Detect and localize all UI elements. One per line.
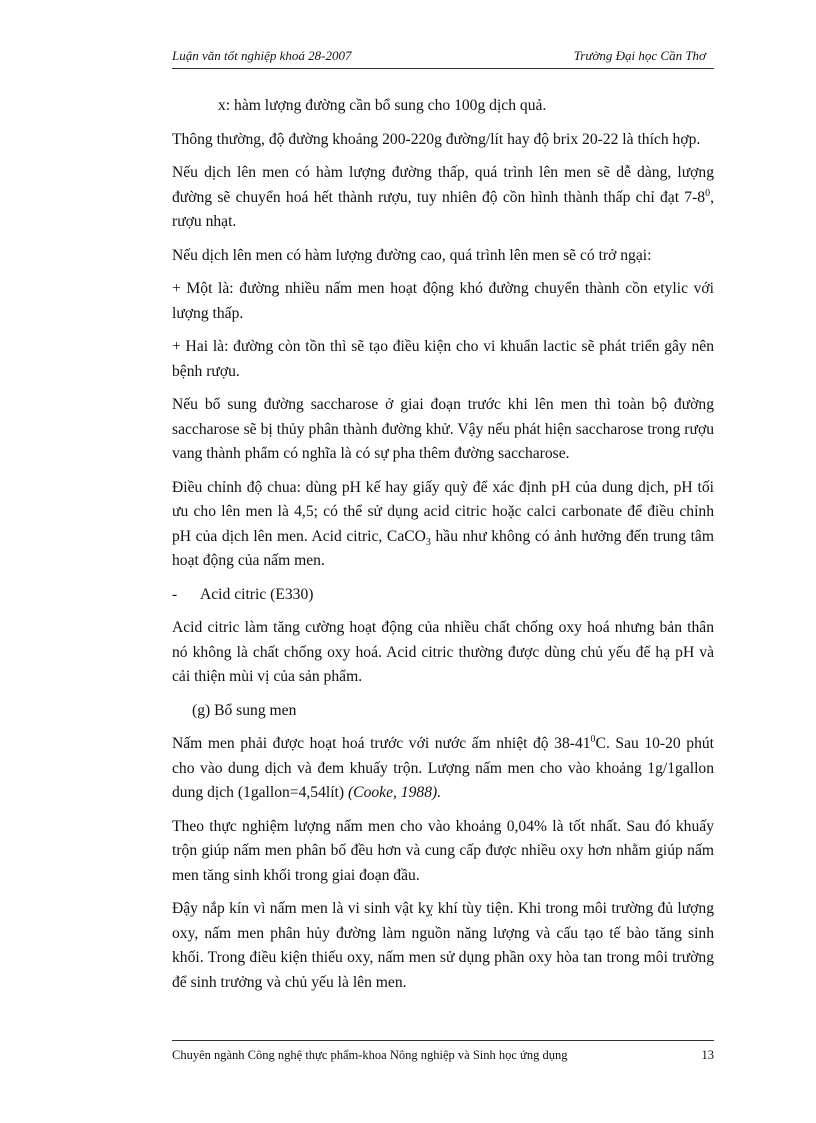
- paragraph-yeast-cont: C. Sau 10-20 phút cho vào dung dịch và đem khuấy trộn. Lượng nấm men cho vào khoảng 1g/1gallon dung dịch (1gallon=4,54lít): [172, 735, 714, 801]
- page-body: [172, 94, 714, 1004]
- degree-superscript: 0: [590, 733, 596, 745]
- paragraph-saccharose: Nếu bổ sung đường saccharose ở giai đoạn trước khi lên men thì toàn bộ đường saccharose sẽ bị thủy phân thành đường khử. Vậy nếu phát hiện saccharose trong rượu vang thành phẩm có nghĩa là có sự pha thêm đường saccharose.: [172, 396, 714, 462]
- paragraph-yeast-activation: [172, 732, 714, 806]
- page-header: [172, 44, 714, 69]
- paragraph-sugar-level: Thông thường, độ đường khoảng 200-220g đường/lít hay độ brix 20-22 là thích hợp.: [172, 130, 701, 148]
- paragraph-yeast-text: Nấm men phải được hoạt hoá trước với nước ấm nhiệt độ 38-41: [172, 735, 591, 752]
- paragraph-acidity-text: Điều chỉnh độ chua: dùng pH kế hay giấy quỳ để xác định pH của dung dịch, pH tối ưu cho lên men là 4,5; có thể sử dụng acid citric hoặc calci carbonate để điều chỉnh pH của dịch lên men. Acid citric, CaCO: [172, 478, 714, 545]
- header-thesis-title: Luận văn tốt nghiệp khoá 28-2007: [172, 48, 352, 63]
- paragraph-acidity-adjust: [172, 476, 714, 574]
- list-item-label: Acid citric (E330): [200, 585, 314, 603]
- page-footer: [172, 1040, 714, 1071]
- paragraph-low-sugar: [172, 161, 714, 235]
- paragraph-sealing: Đậy nắp kín vì nấm men là vi sinh vật kỵ khí tùy tiện. Khi trong môi trường đủ lượng oxy, nấm men phân hủy đường làm nguồn năng lượng và cấu tạo tế bào tăng sinh khối. Trong điều kiện thiếu oxy, nấm men sử dụng phần oxy hòa tan trong môi trường để sinh trưởng và chủ yếu là lên men.: [172, 900, 714, 991]
- paragraph-low-sugar-end: , rượu nhạt.: [172, 188, 714, 230]
- degree-superscript: 0: [705, 187, 711, 199]
- page-number: 13: [701, 1048, 714, 1062]
- paragraph-acid-citric: Acid citric làm tăng cường hoạt động của nhiều chất chống oxy hoá nhưng bản thân nó không là chất chống oxy hoá. Acid citric thường được dùng chủ yếu để hạ pH và cải thiện mùi vị của sản phẩm.: [172, 619, 714, 685]
- list-item-acid-citric: [172, 583, 714, 608]
- paragraph-low-sugar-text: Nếu dịch lên men có hàm lượng đường thấp, quá trình lên men sẽ dễ dàng, lượng đường sẽ chuyển hoá hết thành rượu, tuy nhiên độ cồn hình thành thấp chỉ đạt 7-8: [172, 164, 714, 206]
- paragraph-variable-x: x: hàm lượng đường cần bổ sung cho 100g dịch quả.: [218, 97, 547, 114]
- subscript-3: 3: [425, 536, 431, 548]
- section-heading-yeast: (g) Bổ sung men: [192, 701, 297, 719]
- footer-department: Chuyên ngành Công nghệ thực phẩm-khoa Nông nghiệp và Sinh học ứng dụng: [172, 1048, 568, 1062]
- citation: (Cooke, 1988).: [347, 784, 442, 801]
- header-university: Trường Đại học Cần Thơ: [573, 48, 706, 63]
- paragraph-acidity-end: hầu như không có ảnh hưởng đến trung tâm hoạt động của nấm men.: [172, 527, 714, 569]
- paragraph-high-sugar: Nếu dịch lên men có hàm lượng đường cao, quá trình lên men sẽ có trở ngại:: [172, 246, 652, 264]
- list-dash: -: [172, 585, 178, 603]
- paragraph-yeast-amount: Theo thực nghiệm lượng nấm men cho vào khoảng 0,04% là tốt nhất. Sau đó khuấy trộn giúp nấm men phân bố đều hơn và cung cấp được nhiều oxy hơn nhằm giúp nấm men tăng sinh khối trong giai đoạn đầu.: [172, 817, 714, 884]
- paragraph-point-one: + Một là: đường nhiều nấm men hoạt động khó đường chuyển thành cồn etylic với lượng thấp.: [172, 280, 714, 322]
- paragraph-point-two: + Hai là: đường còn tồn thì sẽ tạo điều kiện cho vi khuẩn lactic sẽ phát triển gây nên bệnh rượu.: [172, 338, 714, 380]
